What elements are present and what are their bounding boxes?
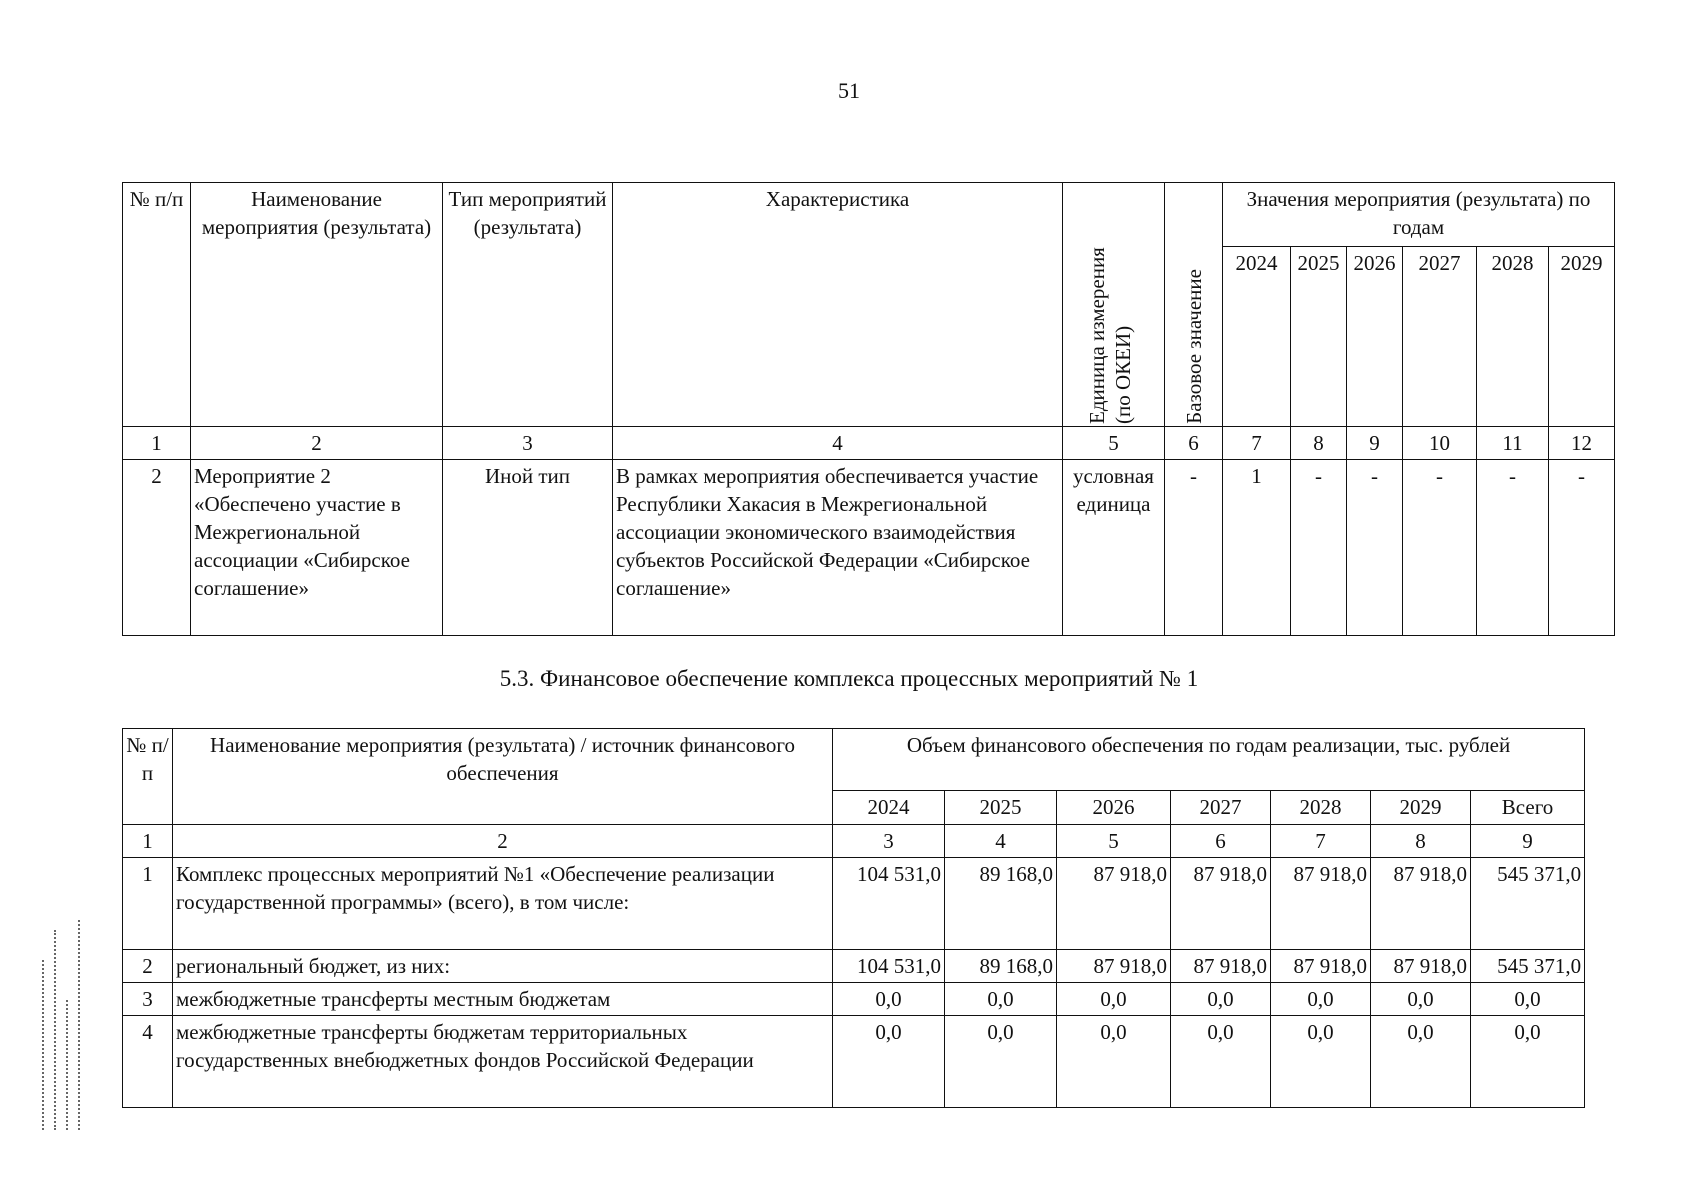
row-value: 87 918,0 [1171, 950, 1271, 983]
table-row [123, 858, 1585, 950]
row-value: 0,0 [1057, 1016, 1171, 1108]
header-base: Базовое значение [1181, 269, 1206, 424]
row-num: 2 [123, 460, 191, 636]
header-year: 2027 [1171, 791, 1271, 825]
column-number: 3 [833, 825, 945, 858]
row-value: 87 918,0 [1271, 950, 1371, 983]
column-number: 2 [173, 825, 833, 858]
row-value: 104 531,0 [833, 858, 945, 950]
column-number: 8 [1371, 825, 1471, 858]
column-numbers-row [123, 427, 1615, 460]
column-number: 12 [1549, 427, 1615, 460]
row-value: - [1291, 460, 1347, 636]
row-name: межбюджетные трансферты местным бюджетам [173, 983, 833, 1016]
row-total: 0,0 [1471, 1016, 1585, 1108]
row-value: 1 [1223, 460, 1291, 636]
row-value: - [1403, 460, 1477, 636]
column-number: 6 [1171, 825, 1271, 858]
row-value: 89 168,0 [945, 950, 1057, 983]
row-value: 87 918,0 [1371, 950, 1471, 983]
row-num: 4 [123, 1016, 173, 1108]
header-values-group: Значения мероприятия (результата) по годам [1223, 183, 1615, 247]
row-value: 87 918,0 [1057, 858, 1171, 950]
row-total: 545 371,0 [1471, 950, 1585, 983]
row-value: 87 918,0 [1171, 858, 1271, 950]
row-value: - [1347, 460, 1403, 636]
row-name: межбюджетные трансферты бюджетам территориальных государственных внебюджетных фондов Российской Федерации [173, 1016, 833, 1108]
header-year: 2024 [1223, 247, 1291, 427]
row-value: 0,0 [945, 983, 1057, 1016]
header-unit: Единица измерения (по ОКЕИ) [1084, 247, 1135, 424]
column-number: 9 [1347, 427, 1403, 460]
column-number: 1 [123, 825, 173, 858]
table-row [123, 460, 1615, 636]
column-number: 5 [1063, 427, 1165, 460]
row-total: 545 371,0 [1471, 858, 1585, 950]
row-num: 3 [123, 983, 173, 1016]
column-numbers-row [123, 825, 1585, 858]
header-year: 2028 [1271, 791, 1371, 825]
row-value: 0,0 [1371, 983, 1471, 1016]
header-name: Наименование мероприятия (результата) / источник финансового обеспечения [173, 729, 833, 825]
header-num: № п/п [123, 183, 191, 427]
row-value: 87 918,0 [1271, 858, 1371, 950]
header-year: 2025 [1291, 247, 1347, 427]
row-value: 89 168,0 [945, 858, 1057, 950]
column-number: 9 [1471, 825, 1585, 858]
column-number: 6 [1165, 427, 1223, 460]
header-year: 2026 [1057, 791, 1171, 825]
row-base: - [1165, 460, 1223, 636]
header-year: 2024 [833, 791, 945, 825]
row-unit: условная единица [1063, 460, 1165, 636]
column-number: 2 [191, 427, 443, 460]
row-total: 0,0 [1471, 983, 1585, 1016]
column-number: 7 [1223, 427, 1291, 460]
column-number: 4 [945, 825, 1057, 858]
row-name: Комплекс процессных мероприятий №1 «Обеспечение реализации государственной программы» (всего), в том числе: [173, 858, 833, 950]
row-value: 0,0 [1171, 983, 1271, 1016]
table-row [123, 950, 1585, 983]
header-name: Наименование мероприятия (результата) [191, 183, 443, 427]
header-year: 2026 [1347, 247, 1403, 427]
row-value: - [1549, 460, 1615, 636]
row-value: 0,0 [1057, 983, 1171, 1016]
header-year: 2027 [1403, 247, 1477, 427]
column-number: 5 [1057, 825, 1171, 858]
table-row [123, 983, 1585, 1016]
row-value: 0,0 [1371, 1016, 1471, 1108]
column-number: 4 [613, 427, 1063, 460]
header-year: 2028 [1477, 247, 1549, 427]
column-number: 10 [1403, 427, 1477, 460]
row-value: 104 531,0 [833, 950, 945, 983]
row-num: 1 [123, 858, 173, 950]
column-number: 3 [443, 427, 613, 460]
document-stamp [38, 920, 88, 1130]
header-year: 2029 [1371, 791, 1471, 825]
header-base-cell [1165, 183, 1223, 427]
row-num: 2 [123, 950, 173, 983]
row-value: 0,0 [1271, 1016, 1371, 1108]
row-name: Мероприятие 2 «Обеспечено участие в Межрегиональной ассоциации «Сибирское соглашение» [191, 460, 443, 636]
header-year: 2029 [1549, 247, 1615, 427]
row-value: 0,0 [945, 1016, 1057, 1108]
row-value: 0,0 [833, 1016, 945, 1108]
row-value: 87 918,0 [1371, 858, 1471, 950]
measures-table [122, 182, 1615, 636]
row-value: 0,0 [1271, 983, 1371, 1016]
header-unit-cell [1063, 183, 1165, 427]
row-value: - [1477, 460, 1549, 636]
column-number: 11 [1477, 427, 1549, 460]
column-number: 7 [1271, 825, 1371, 858]
financing-table [122, 728, 1585, 1108]
table-row [123, 1016, 1585, 1108]
row-value: 87 918,0 [1057, 950, 1171, 983]
header-type: Тип мероприятий (результата) [443, 183, 613, 427]
row-name: региональный бюджет, из них: [173, 950, 833, 983]
header-volume-group: Объем финансового обеспечения по годам реализации, тыс. рублей [833, 729, 1585, 791]
column-number: 8 [1291, 427, 1347, 460]
section-title: 5.3. Финансовое обеспечение комплекса процессных мероприятий № 1 [499, 666, 1199, 691]
header-year: 2025 [945, 791, 1057, 825]
row-value: 0,0 [1171, 1016, 1271, 1108]
column-number: 1 [123, 427, 191, 460]
header-num: № п/п [123, 729, 173, 825]
page-number: 51 [838, 78, 860, 103]
row-value: 0,0 [833, 983, 945, 1016]
row-characteristic: В рамках мероприятия обеспечивается участие Республики Хакасия в Межрегиональной ассоциации экономического взаимодействия субъектов Российской Федерации «Сибирское соглашение» [613, 460, 1063, 636]
header-characteristic: Характеристика [613, 183, 1063, 427]
header-total: Всего [1471, 791, 1585, 825]
row-type: Иной тип [443, 460, 613, 636]
